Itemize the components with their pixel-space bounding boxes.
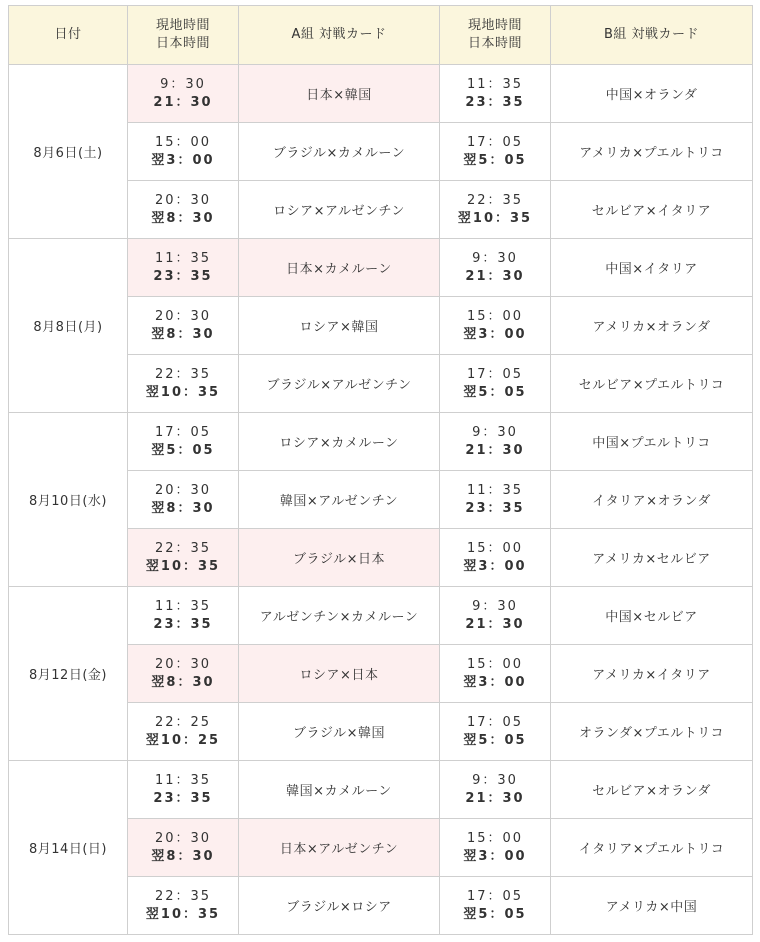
group-b-time-cell [440, 587, 551, 645]
japan-time: 翌3：00 [463, 848, 527, 864]
date-cell: 8月10日(水) [9, 413, 128, 587]
date-cell: 8月8日(月) [9, 239, 128, 413]
local-time: 11：35 [154, 772, 212, 788]
local-time: 15：00 [466, 308, 524, 324]
table-row [9, 65, 753, 123]
local-time: 9：30 [472, 424, 518, 440]
local-time: 20：30 [154, 192, 212, 208]
japan-time: 23：35 [153, 616, 213, 632]
group-b-match-card: セルビア×プエルトリコ [551, 355, 753, 413]
japan-time: 23：35 [153, 790, 213, 806]
group-a-match-card: 日本×アルゼンチン [239, 819, 440, 877]
japan-time: 翌5：05 [463, 732, 527, 748]
group-b-match-card: アメリカ×中国 [551, 877, 753, 935]
japan-time: 翌3：00 [463, 326, 527, 342]
table-body [9, 65, 753, 935]
group-a-time-cell [128, 645, 239, 703]
group-b-match-card: 中国×オランダ [551, 65, 753, 123]
japan-time: 21：30 [153, 94, 213, 110]
local-time: 22：25 [154, 714, 212, 730]
japan-time: 翌8：30 [151, 500, 215, 516]
japan-time: 翌8：30 [151, 326, 215, 342]
group-a-time-cell [128, 471, 239, 529]
local-time: 15：00 [154, 134, 212, 150]
table-header [9, 6, 753, 65]
japan-time: 翌8：30 [151, 674, 215, 690]
group-a-time-cell [128, 877, 239, 935]
group-a-match-card: ブラジル×韓国 [239, 703, 440, 761]
group-a-time-cell [128, 587, 239, 645]
group-a-time-cell [128, 355, 239, 413]
group-a-match-card: ブラジル×カメルーン [239, 123, 440, 181]
japan-time: 翌10：35 [145, 384, 221, 400]
group-b-time-cell [440, 123, 551, 181]
group-b-match-card: 中国×セルビア [551, 587, 753, 645]
group-b-match-card: セルビア×オランダ [551, 761, 753, 819]
japan-time: 翌10：35 [145, 906, 221, 922]
group-a-match-card: ブラジル×アルゼンチン [239, 355, 440, 413]
local-time: 9：30 [472, 772, 518, 788]
group-a-time-cell [128, 123, 239, 181]
table-row [9, 239, 753, 297]
japan-time: 翌10：35 [457, 210, 533, 226]
group-a-time-cell [128, 413, 239, 471]
local-time: 11：35 [154, 598, 212, 614]
group-a-time-cell [128, 181, 239, 239]
group-b-time-cell [440, 529, 551, 587]
date-cell: 8月14日(日) [9, 761, 128, 935]
group-b-match-card: アメリカ×プエルトリコ [551, 123, 753, 181]
table-row [9, 761, 753, 819]
group-b-match-card: イタリア×オランダ [551, 471, 753, 529]
header-japan-time: 日本時間 [467, 36, 522, 51]
local-time: 9：30 [160, 76, 206, 92]
japan-time: 翌3：00 [463, 558, 527, 574]
group-a-match-card: アルゼンチン×カメルーン [239, 587, 440, 645]
match-schedule-table [8, 5, 753, 935]
japan-time: 翌8：30 [151, 210, 215, 226]
group-a-match-card: ロシア×韓国 [239, 297, 440, 355]
group-b-time-cell [440, 239, 551, 297]
group-b-time-cell [440, 761, 551, 819]
local-time: 22：35 [154, 540, 212, 556]
japan-time: 翌10：25 [145, 732, 221, 748]
japan-time: 21：30 [465, 790, 525, 806]
group-a-match-card: ロシア×カメルーン [239, 413, 440, 471]
group-b-match-card: セルビア×イタリア [551, 181, 753, 239]
japan-time: 翌10：35 [145, 558, 221, 574]
group-b-time-cell [440, 413, 551, 471]
japan-time: 翌8：30 [151, 848, 215, 864]
japan-time: 21：30 [465, 442, 525, 458]
group-b-time-cell [440, 65, 551, 123]
local-time: 11：35 [466, 482, 524, 498]
date-cell: 8月12日(金) [9, 587, 128, 761]
group-a-time-cell [128, 529, 239, 587]
japan-time: 21：30 [465, 616, 525, 632]
japan-time: 23：35 [465, 94, 525, 110]
header-group-b: B組 対戦カード [551, 6, 753, 65]
group-b-time-cell [440, 355, 551, 413]
date-cell: 8月6日(土) [9, 65, 128, 239]
local-time: 9：30 [472, 598, 518, 614]
group-b-match-card: 中国×イタリア [551, 239, 753, 297]
header-time-a [128, 6, 239, 65]
japan-time: 翌5：05 [151, 442, 215, 458]
group-b-time-cell [440, 819, 551, 877]
local-time: 15：00 [466, 656, 524, 672]
group-a-match-card: ロシア×アルゼンチン [239, 181, 440, 239]
japan-time: 23：35 [153, 268, 213, 284]
local-time: 22：35 [466, 192, 524, 208]
local-time: 17：05 [466, 366, 524, 382]
local-time: 22：35 [154, 366, 212, 382]
group-b-match-card: アメリカ×オランダ [551, 297, 753, 355]
group-a-time-cell [128, 297, 239, 355]
group-b-match-card: アメリカ×セルビア [551, 529, 753, 587]
local-time: 17：05 [466, 888, 524, 904]
local-time: 17：05 [154, 424, 212, 440]
group-a-match-card: 韓国×アルゼンチン [239, 471, 440, 529]
group-b-time-cell [440, 297, 551, 355]
header-time-b [440, 6, 551, 65]
local-time: 11：35 [466, 76, 524, 92]
group-a-match-card: 日本×韓国 [239, 65, 440, 123]
group-a-match-card: ブラジル×ロシア [239, 877, 440, 935]
local-time: 22：35 [154, 888, 212, 904]
local-time: 20：30 [154, 830, 212, 846]
group-b-time-cell [440, 645, 551, 703]
group-b-match-card: アメリカ×イタリア [551, 645, 753, 703]
japan-time: 翌5：05 [463, 906, 527, 922]
local-time: 15：00 [466, 830, 524, 846]
japan-time: 21：30 [465, 268, 525, 284]
header-local-time: 現地時間 [467, 18, 522, 33]
group-b-match-card: イタリア×プエルトリコ [551, 819, 753, 877]
local-time: 17：05 [466, 714, 524, 730]
group-a-time-cell [128, 761, 239, 819]
group-b-time-cell [440, 877, 551, 935]
japan-time: 翌3：00 [463, 674, 527, 690]
local-time: 9：30 [472, 250, 518, 266]
japan-time: 翌5：05 [463, 152, 527, 168]
group-a-time-cell [128, 703, 239, 761]
group-b-time-cell [440, 471, 551, 529]
group-a-time-cell [128, 239, 239, 297]
local-time: 20：30 [154, 482, 212, 498]
header-local-time: 現地時間 [155, 18, 210, 33]
japan-time: 23：35 [465, 500, 525, 516]
group-a-match-card: 日本×カメルーン [239, 239, 440, 297]
group-b-match-card: 中国×プエルトリコ [551, 413, 753, 471]
group-a-match-card: ブラジル×日本 [239, 529, 440, 587]
group-b-time-cell [440, 703, 551, 761]
header-date: 日付 [9, 6, 128, 65]
local-time: 11：35 [154, 250, 212, 266]
japan-time: 翌5：05 [463, 384, 527, 400]
group-a-time-cell [128, 819, 239, 877]
japan-time: 翌3：00 [151, 152, 215, 168]
group-a-match-card: ロシア×日本 [239, 645, 440, 703]
header-japan-time: 日本時間 [155, 36, 210, 51]
group-a-time-cell [128, 65, 239, 123]
group-a-match-card: 韓国×カメルーン [239, 761, 440, 819]
table-row [9, 587, 753, 645]
local-time: 15：00 [466, 540, 524, 556]
group-b-time-cell [440, 181, 551, 239]
local-time: 20：30 [154, 308, 212, 324]
group-b-match-card: オランダ×プエルトリコ [551, 703, 753, 761]
local-time: 20：30 [154, 656, 212, 672]
header-group-a: A組 対戦カード [239, 6, 440, 65]
local-time: 17：05 [466, 134, 524, 150]
table-row [9, 413, 753, 471]
